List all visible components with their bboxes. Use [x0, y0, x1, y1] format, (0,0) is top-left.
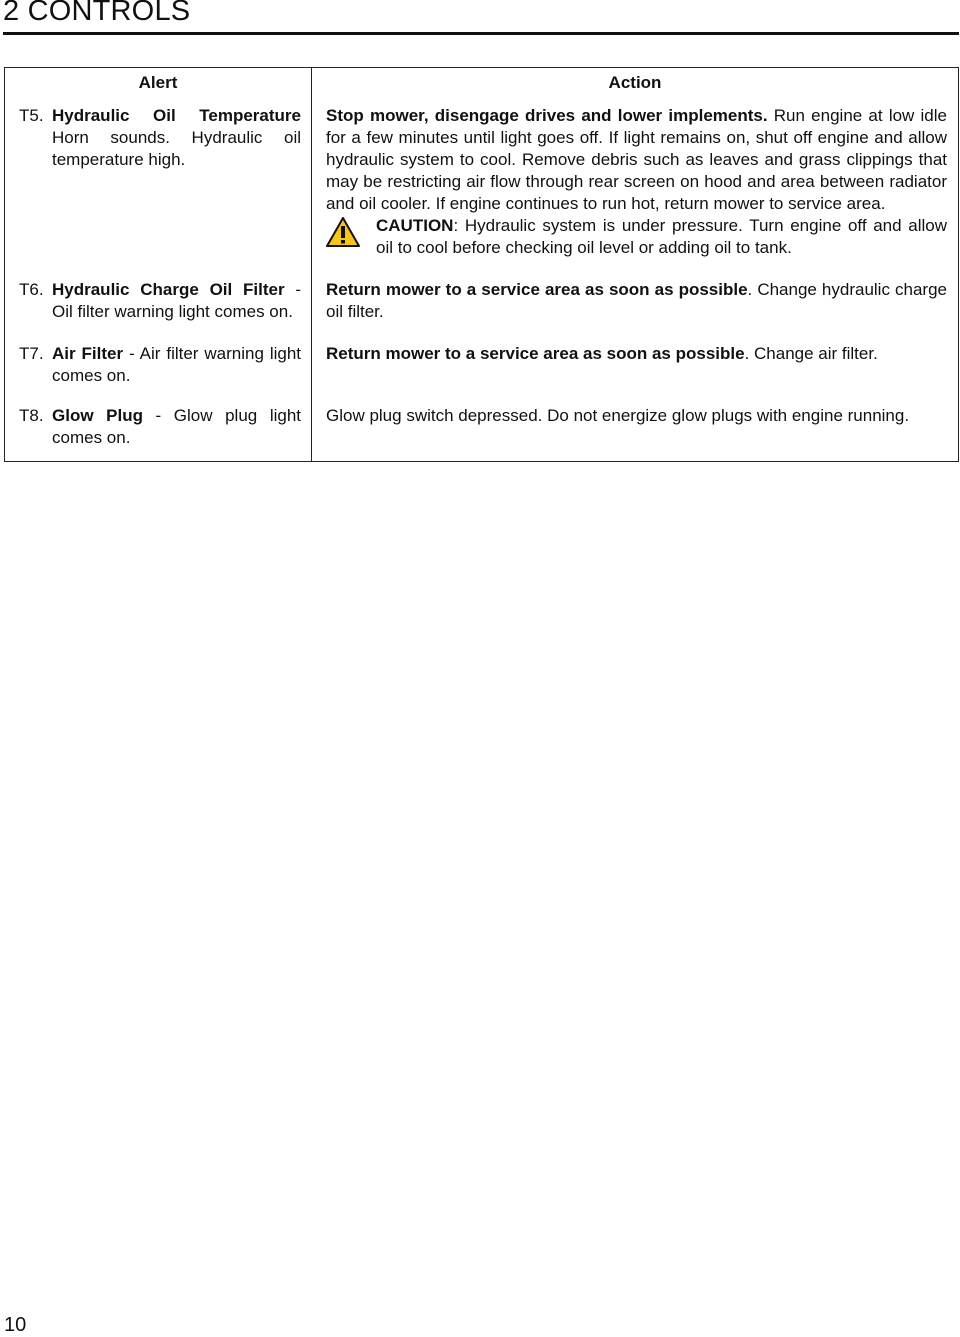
- alert-cell: T8. Glow Plug - Glow plug light comes on.: [5, 397, 312, 462]
- action-emphasis: Return mower to a service area as soon as possible: [326, 344, 745, 363]
- alert-description: Glow plug light comes on.: [52, 406, 302, 447]
- alert-id: T5.: [19, 106, 44, 125]
- alert-column-header: Alert: [5, 68, 312, 98]
- chapter-title: 2 CONTROLS: [3, 0, 191, 27]
- action-cell: [312, 97, 959, 271]
- alert-title: Hydraulic Oil Temperature: [52, 106, 301, 125]
- alert-id: T8.: [19, 406, 44, 425]
- action-emphasis: Return mower to a service area as soon as possible: [326, 280, 748, 299]
- caution-note: [326, 215, 947, 259]
- warning-triangle-icon: [326, 215, 376, 253]
- action-cell: [312, 335, 959, 397]
- action-column-header: Action: [312, 68, 959, 98]
- table-row: [5, 397, 959, 462]
- action-text: Glow plug switch depressed. Do not energize glow plugs with engine running.: [326, 406, 910, 425]
- action-cell: [312, 271, 959, 335]
- alert-cell: [5, 97, 312, 271]
- alert-cell: T7. Air Filter - Air filter warning light comes on.: [5, 335, 312, 397]
- alert-cell: T6. Hydraulic Charge Oil Filter - Oil filter warning light comes on.: [5, 271, 312, 335]
- action-text: Run engine at low idle for a few minutes until light goes off. If light remains on, shut off engine and allow hydraulic system to cool. Remove debris such as leaves and grass clippings that may be restricting air flow through rear screen on hood and area between radiator and oil cooler. If engine continues to run hot, return mower to service area.: [326, 106, 947, 213]
- action-cell: [312, 397, 959, 462]
- alert-title: Air Filter: [52, 344, 124, 363]
- alert-title: Hydraulic Charge Oil Filter: [52, 280, 285, 299]
- alert-action-table: [4, 67, 959, 462]
- alert-description: Horn sounds. Hydraulic oil temperature high.: [52, 128, 301, 169]
- action-text: . Change hydraulic charge oil filter.: [326, 280, 947, 321]
- table-row: [5, 97, 959, 271]
- table-row: [5, 271, 959, 335]
- alert-description: Oil filter warning light comes on.: [52, 302, 293, 321]
- table-row: [5, 335, 959, 397]
- action-emphasis: Stop mower, disengage drives and lower implements.: [326, 106, 768, 125]
- caution-label: CAUTION: [376, 216, 454, 235]
- header-rule: [3, 32, 959, 35]
- alert-title: Glow Plug: [52, 406, 143, 425]
- page-number: 10: [4, 1314, 27, 1336]
- table-header-row: [5, 68, 959, 98]
- action-text: . Change air filter.: [744, 344, 878, 363]
- alert-description: Air filter warning light comes on.: [52, 344, 302, 385]
- alert-id: T6.: [19, 280, 44, 299]
- page-header: [0, 0, 960, 37]
- caution-text: : Hydraulic system is under pressure. Turn engine off and allow oil to cool before checking oil level or adding oil to tank.: [376, 216, 947, 257]
- alert-id: T7.: [19, 344, 44, 363]
